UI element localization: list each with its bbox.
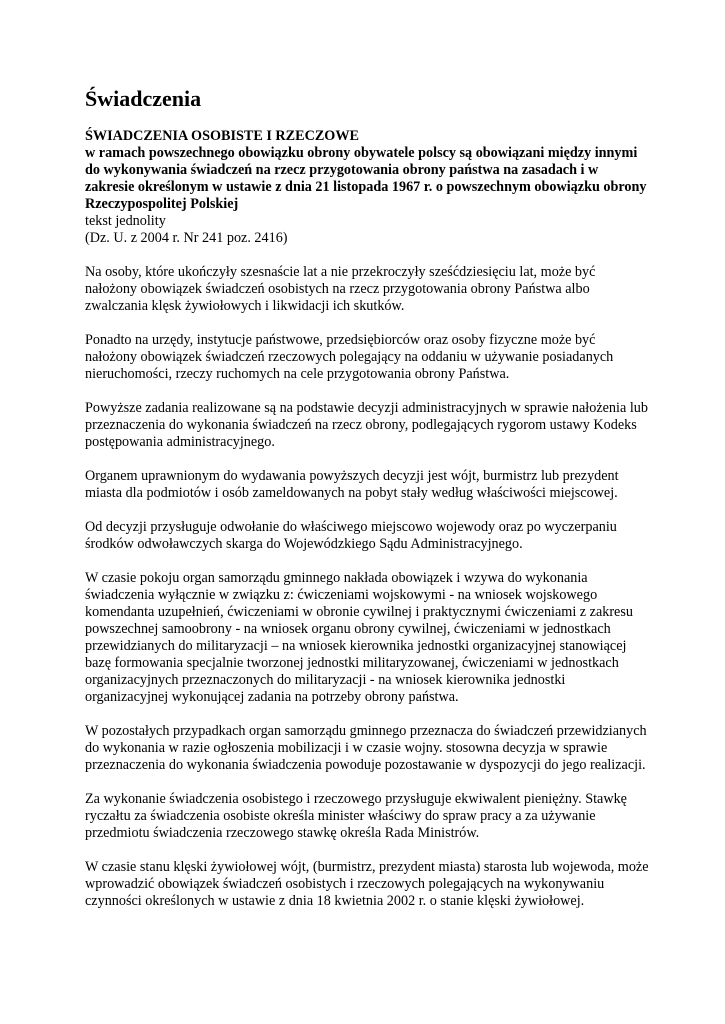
intro-heading: ŚWIADCZENIA OSOBISTE I RZECZOWE (85, 128, 359, 144)
paragraph: Od decyzji przysługuje odwołanie do właściwego miejscowo wojewody oraz po wyczerpaniu środków odwoławczych skarga do Wojewódzkiego Sądu Administracyjnego. (85, 519, 617, 552)
paragraph: W czasie pokoju organ samorządu gminnego nakłada obowiązek i wzywa do wykonania świadczenia wyłącznie w związku z: ćwiczeniami wojskowymi - na wniosek wojskowego komendanta uzupełnień, ćwiczeniami w obronie cywilnej i praktycznymi ćwiczeniami z zakresu powszechnej samoobrony - na wniosek organu obrony cywilnej, ćwiczeniami w jednostkach przewidzianych do militaryzacji – na wniosek kierownika jednostki organizacyjnej stanowiącej bazę formowania specjalnie tworzonej jednostki militaryzowanej, ćwiczeniami w jednostkach organizacyjnych przeznaczonych do militaryzacji - na wniosek kierownika jednostki organizacyjnej wykonującej zadania na potrzeby obrony państwa. (85, 570, 633, 705)
paragraph: W czasie stanu klęski żywiołowej wójt, (burmistrz, prezydent miasta) starosta lub wojewoda, może wprowadzić obowiązek świadczeń osobistych i rzeczowych polegających na wykonywaniu czynności określonych w ustawie z dnia 18 kwietnia 2002 r. o stanie klęski żywiołowej. (85, 859, 649, 909)
intro-note-citation: (Dz. U. z 2004 r. Nr 241 poz. 2416) (85, 230, 288, 246)
document-page (85, 86, 650, 910)
paragraph: Organem uprawnionym do wydawania powyższych decyzji jest wójt, burmistrz lub prezydent miasta dla podmiotów i osób zameldowanych na pobyt stały według właściwości miejscowej. (85, 468, 619, 501)
page-title: Świadczenia (85, 86, 202, 111)
paragraph: Na osoby, które ukończyły szesnaście lat a nie przekroczyły sześćdziesięciu lat, może być nałożony obowiązek świadczeń osobistych na rzecz przygotowania obrony Państwa albo zwalczania klęsk żywiołowych i likwidacji ich skutków. (85, 264, 596, 314)
paragraph: W pozostałych przypadkach organ samorządu gminnego przeznacza do świadczeń przewidzianych do wykonania w razie ogłoszenia mobilizacji i w czasie wojny. stosowna decyzja w sprawie przeznaczenia do wykonania świadczenia powoduje pozostawanie w dyspozycji do jego realizacji. (85, 723, 647, 773)
document-intro (85, 128, 650, 247)
paragraph: Ponadto na urzędy, instytucje państwowe, przedsiębiorców oraz osoby fizyczne może być nałożony obowiązek świadczeń rzeczowych polegający na oddaniu w używanie posiadanych nieruchomości, rzeczy ruchomych na cele przygotowania obrony Państwa. (85, 332, 614, 382)
paragraph: Za wykonanie świadczenia osobistego i rzeczowego przysługuje ekwiwalent pieniężny. Stawkę ryczałtu za świadczenia osobiste określa minister właściwy do spraw pracy a za używanie przedmiotu świadczenia rzeczowego stawkę określa Rada Ministrów. (85, 791, 627, 841)
paragraph: Powyższe zadania realizowane są na podstawie decyzji administracyjnych w sprawie nałożenia lub przeznaczenia do wykonania świadczeń na rzecz obrony, podlegających rygorom ustawy Kodeks postępowania administracyjnego. (85, 400, 648, 450)
intro-note-consolidated: tekst jednolity (85, 213, 166, 229)
intro-subheading: w ramach powszechnego obowiązku obrony obywatele polscy są obowiązani między innymi do wykonywania świadczeń na rzecz przygotowania obrony państwa na zasadach i w zakresie określonym w ustawie z dnia 21 listopada 1967 r. o powszechnym obowiązku obrony Rzeczypospolitej Polskiej (85, 145, 647, 212)
